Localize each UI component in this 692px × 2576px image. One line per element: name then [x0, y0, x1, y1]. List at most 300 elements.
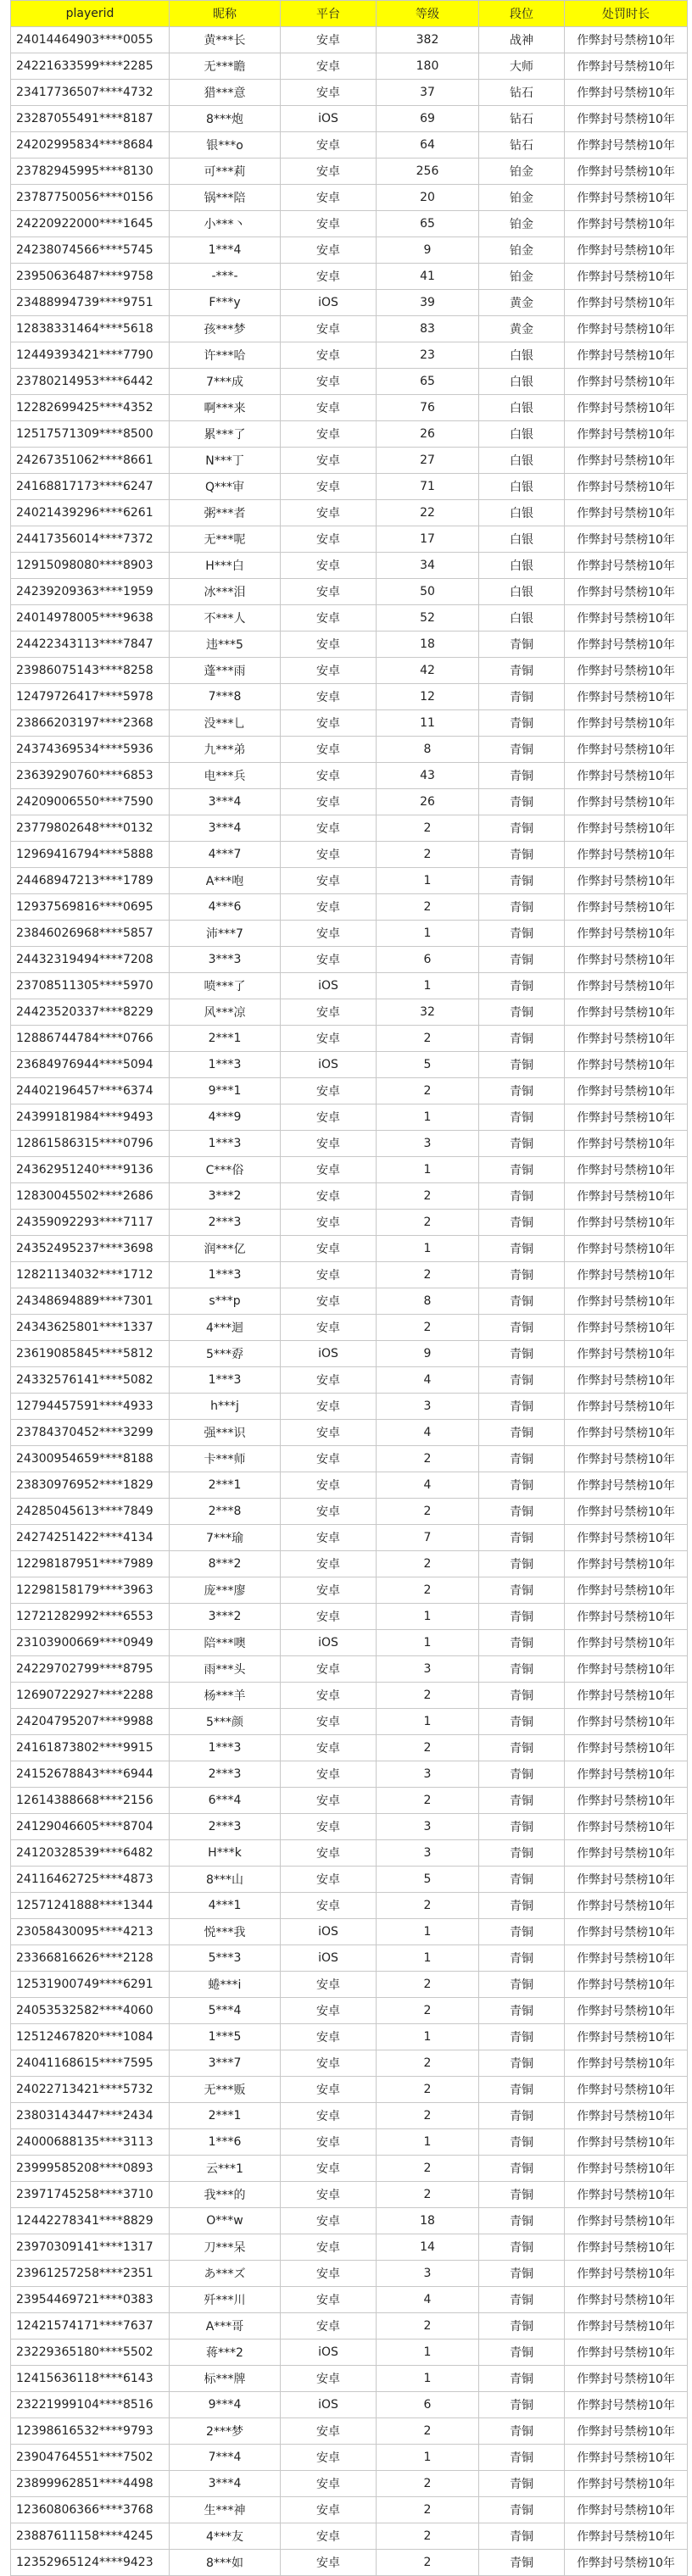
cell-rank: 青铜 — [479, 2208, 565, 2234]
table-row — [11, 2313, 688, 2340]
cell-rank: 青铜 — [479, 1972, 565, 1998]
cell-level: 2 — [377, 1183, 479, 1210]
cell-nickname: 4***9 — [170, 1104, 281, 1131]
cell-playerid: 12421574171****7637 — [11, 2313, 170, 2340]
table-row — [11, 579, 688, 605]
table-row — [11, 1945, 688, 1972]
cell-level: 2 — [377, 1446, 479, 1472]
cell-rank: 铂金 — [479, 264, 565, 290]
cell-penalty: 作弊封号禁榜10年 — [565, 2313, 688, 2340]
cell-level: 2 — [377, 894, 479, 921]
cell-nickname: 蜷***i — [170, 1972, 281, 1998]
cell-playerid: 23846026968****5857 — [11, 921, 170, 947]
cell-nickname: 9***1 — [170, 1078, 281, 1104]
cell-rank: 白银 — [479, 448, 565, 474]
cell-level: 2 — [377, 2550, 479, 2576]
cell-platform: 安卓 — [281, 2050, 377, 2077]
cell-playerid: 12794457591****4933 — [11, 1394, 170, 1420]
header-rank: 段位 — [479, 1, 565, 27]
table-row — [11, 27, 688, 53]
table-row — [11, 1972, 688, 1998]
cell-level: 41 — [377, 264, 479, 290]
cell-nickname: 2***8 — [170, 1499, 281, 1525]
cell-playerid: 24422343113****7847 — [11, 631, 170, 658]
cell-nickname: 小***丶 — [170, 211, 281, 237]
cell-platform: 安卓 — [281, 999, 377, 1026]
cell-level: 42 — [377, 658, 479, 684]
cell-nickname: 杨***羊 — [170, 1683, 281, 1709]
cell-rank: 青铜 — [479, 789, 565, 815]
cell-rank: 白银 — [479, 553, 565, 579]
cell-rank: 青铜 — [479, 658, 565, 684]
cell-penalty: 作弊封号禁榜10年 — [565, 868, 688, 894]
table-row — [11, 1683, 688, 1709]
cell-nickname: 1***3 — [170, 1367, 281, 1394]
cell-nickname: 3***2 — [170, 1183, 281, 1210]
table-row — [11, 132, 688, 159]
cell-rank: 青铜 — [479, 1683, 565, 1709]
cell-level: 2 — [377, 2471, 479, 2497]
cell-rank: 青铜 — [479, 1078, 565, 1104]
cell-playerid: 24374369534****5936 — [11, 737, 170, 763]
cell-playerid: 12838331464****5618 — [11, 316, 170, 342]
cell-penalty: 作弊封号禁榜10年 — [565, 1577, 688, 1604]
cell-nickname: 刀***呆 — [170, 2234, 281, 2261]
cell-level: 12 — [377, 684, 479, 710]
cell-platform: 安卓 — [281, 1078, 377, 1104]
table-row — [11, 2445, 688, 2471]
cell-nickname: 2***1 — [170, 2103, 281, 2129]
cell-penalty: 作弊封号禁榜10年 — [565, 1315, 688, 1341]
cell-playerid: 23639290760****6853 — [11, 763, 170, 789]
cell-penalty: 作弊封号禁榜10年 — [565, 526, 688, 553]
cell-nickname: 7***瑜 — [170, 1525, 281, 1551]
cell-platform: 安卓 — [281, 27, 377, 53]
table-row — [11, 1210, 688, 1236]
cell-level: 20 — [377, 185, 479, 211]
cell-platform: 安卓 — [281, 500, 377, 526]
cell-level: 23 — [377, 342, 479, 369]
cell-platform: 安卓 — [281, 947, 377, 973]
cell-playerid: 24204795207****9988 — [11, 1709, 170, 1735]
cell-playerid: 23103900669****0949 — [11, 1630, 170, 1656]
cell-level: 76 — [377, 395, 479, 421]
cell-playerid: 24362951240****9136 — [11, 1157, 170, 1183]
cell-nickname: H***白 — [170, 553, 281, 579]
cell-level: 3 — [377, 1840, 479, 1867]
cell-playerid: 12360806366****3768 — [11, 2497, 170, 2523]
cell-penalty: 作弊封号禁榜10年 — [565, 500, 688, 526]
table-row — [11, 2340, 688, 2366]
cell-platform: 安卓 — [281, 2550, 377, 2576]
cell-rank: 青铜 — [479, 737, 565, 763]
table-row — [11, 185, 688, 211]
cell-level: 3 — [377, 1131, 479, 1157]
cell-nickname: 锅***陪 — [170, 185, 281, 211]
cell-nickname: 沛***7 — [170, 921, 281, 947]
cell-platform: 安卓 — [281, 316, 377, 342]
cell-platform: 安卓 — [281, 2129, 377, 2156]
table-row — [11, 316, 688, 342]
cell-level: 2 — [377, 1788, 479, 1814]
cell-penalty: 作弊封号禁榜10年 — [565, 2077, 688, 2103]
cell-level: 2 — [377, 1683, 479, 1709]
table-row — [11, 1840, 688, 1867]
cell-penalty: 作弊封号禁榜10年 — [565, 2471, 688, 2497]
table-row — [11, 658, 688, 684]
table-row — [11, 1367, 688, 1394]
cell-nickname: 1***5 — [170, 2024, 281, 2050]
cell-level: 1 — [377, 973, 479, 999]
cell-rank: 青铜 — [479, 2129, 565, 2156]
cell-platform: 安卓 — [281, 1761, 377, 1788]
cell-rank: 黄金 — [479, 290, 565, 316]
cell-penalty: 作弊封号禁榜10年 — [565, 842, 688, 868]
cell-level: 2 — [377, 1210, 479, 1236]
cell-nickname: 歼***川 — [170, 2287, 281, 2313]
cell-level: 65 — [377, 369, 479, 395]
table-row — [11, 1551, 688, 1577]
cell-level: 83 — [377, 316, 479, 342]
cell-penalty: 作弊封号禁榜10年 — [565, 1078, 688, 1104]
cell-platform: 安卓 — [281, 1788, 377, 1814]
cell-playerid: 23366816626****2128 — [11, 1945, 170, 1972]
cell-penalty: 作弊封号禁榜10年 — [565, 1735, 688, 1761]
cell-playerid: 12512467820****1084 — [11, 2024, 170, 2050]
cell-penalty: 作弊封号禁榜10年 — [565, 2208, 688, 2234]
cell-penalty: 作弊封号禁榜10年 — [565, 237, 688, 264]
table-row — [11, 290, 688, 316]
cell-rank: 青铜 — [479, 1420, 565, 1446]
cell-playerid: 23830976952****1829 — [11, 1472, 170, 1499]
table-row — [11, 1394, 688, 1420]
cell-playerid: 23787750056****0156 — [11, 185, 170, 211]
cell-nickname: 蓬***雨 — [170, 658, 281, 684]
cell-rank: 青铜 — [479, 2182, 565, 2208]
cell-playerid: 12721282992****6553 — [11, 1604, 170, 1630]
cell-playerid: 12830045502****2686 — [11, 1183, 170, 1210]
table-row — [11, 737, 688, 763]
cell-level: 382 — [377, 27, 479, 53]
cell-level: 3 — [377, 1394, 479, 1420]
cell-platform: 安卓 — [281, 2471, 377, 2497]
cell-playerid: 12821134032****1712 — [11, 1262, 170, 1288]
cell-penalty: 作弊封号禁榜10年 — [565, 316, 688, 342]
cell-level: 3 — [377, 2261, 479, 2287]
cell-penalty: 作弊封号禁榜10年 — [565, 605, 688, 631]
cell-nickname: 5***3 — [170, 1945, 281, 1972]
cell-rank: 青铜 — [479, 2156, 565, 2182]
cell-nickname: 许***哈 — [170, 342, 281, 369]
cell-platform: 安卓 — [281, 763, 377, 789]
cell-level: 256 — [377, 159, 479, 185]
cell-rank: 铂金 — [479, 159, 565, 185]
cell-rank: 青铜 — [479, 894, 565, 921]
cell-penalty: 作弊封号禁榜10年 — [565, 1367, 688, 1394]
cell-playerid: 24021439296****6261 — [11, 500, 170, 526]
cell-nickname: 2***3 — [170, 1210, 281, 1236]
cell-penalty: 作弊封号禁榜10年 — [565, 894, 688, 921]
cell-platform: 安卓 — [281, 553, 377, 579]
cell-rank: 青铜 — [479, 1525, 565, 1551]
cell-level: 1 — [377, 2024, 479, 2050]
table-row — [11, 1157, 688, 1183]
cell-platform: 安卓 — [281, 395, 377, 421]
cell-penalty: 作弊封号禁榜10年 — [565, 1026, 688, 1052]
cell-penalty: 作弊封号禁榜10年 — [565, 342, 688, 369]
cell-playerid: 24120328539****6482 — [11, 1840, 170, 1867]
cell-level: 2 — [377, 1998, 479, 2024]
cell-level: 50 — [377, 579, 479, 605]
cell-playerid: 24238074566****5745 — [11, 237, 170, 264]
cell-nickname: 不***人 — [170, 605, 281, 631]
table-row — [11, 894, 688, 921]
cell-penalty: 作弊封号禁榜10年 — [565, 1525, 688, 1551]
cell-playerid: 12449393421****7790 — [11, 342, 170, 369]
cell-nickname: A***哥 — [170, 2313, 281, 2340]
table-row — [11, 842, 688, 868]
cell-rank: 青铜 — [479, 1551, 565, 1577]
cell-nickname: 我***的 — [170, 2182, 281, 2208]
cell-nickname: 2***梦 — [170, 2418, 281, 2445]
cell-playerid: 12352965124****9423 — [11, 2550, 170, 2576]
table-row — [11, 1656, 688, 1683]
cell-level: 2 — [377, 2418, 479, 2445]
table-row — [11, 2156, 688, 2182]
cell-rank: 青铜 — [479, 2024, 565, 2050]
cell-level: 2 — [377, 1026, 479, 1052]
cell-level: 3 — [377, 1761, 479, 1788]
cell-penalty: 作弊封号禁榜10年 — [565, 973, 688, 999]
table-row — [11, 1867, 688, 1893]
cell-nickname: 2***3 — [170, 1761, 281, 1788]
cell-platform: iOS — [281, 290, 377, 316]
cell-playerid: 24267351062****8661 — [11, 448, 170, 474]
table-row — [11, 605, 688, 631]
cell-rank: 青铜 — [479, 1446, 565, 1472]
cell-playerid: 24209006550****7590 — [11, 789, 170, 815]
cell-playerid: 23887611158****4245 — [11, 2523, 170, 2550]
table-row — [11, 999, 688, 1026]
header-row — [11, 1, 688, 27]
header-nickname: 昵称 — [170, 1, 281, 27]
cell-penalty: 作弊封号禁榜10年 — [565, 1998, 688, 2024]
cell-penalty: 作弊封号禁榜10年 — [565, 789, 688, 815]
cell-playerid: 24014464903****0055 — [11, 27, 170, 53]
cell-penalty: 作弊封号禁榜10年 — [565, 1551, 688, 1577]
cell-penalty: 作弊封号禁榜10年 — [565, 2445, 688, 2471]
table-row — [11, 1341, 688, 1367]
cell-level: 9 — [377, 237, 479, 264]
cell-platform: 安卓 — [281, 2497, 377, 2523]
cell-level: 1 — [377, 1945, 479, 1972]
cell-nickname: 3***4 — [170, 789, 281, 815]
cell-rank: 青铜 — [479, 815, 565, 842]
table-row — [11, 2392, 688, 2418]
cell-platform: 安卓 — [281, 342, 377, 369]
table-row — [11, 2366, 688, 2392]
cell-penalty: 作弊封号禁榜10年 — [565, 1867, 688, 1893]
cell-playerid: 24022713421****5732 — [11, 2077, 170, 2103]
cell-nickname: 蒋***2 — [170, 2340, 281, 2366]
cell-platform: 安卓 — [281, 2024, 377, 2050]
cell-level: 39 — [377, 290, 479, 316]
header-penalty: 处罚时长 — [565, 1, 688, 27]
table-row — [11, 53, 688, 80]
cell-nickname: 4***6 — [170, 894, 281, 921]
cell-platform: iOS — [281, 2392, 377, 2418]
header-playerid: playerid — [11, 1, 170, 27]
cell-platform: 安卓 — [281, 1577, 377, 1604]
cell-nickname: 6***4 — [170, 1788, 281, 1814]
table-row — [11, 631, 688, 658]
cell-penalty: 作弊封号禁榜10年 — [565, 658, 688, 684]
table-row — [11, 1814, 688, 1840]
cell-level: 69 — [377, 106, 479, 132]
cell-playerid: 24423520337****8229 — [11, 999, 170, 1026]
cell-playerid: 24432319494****7208 — [11, 947, 170, 973]
header-platform: 平台 — [281, 1, 377, 27]
cell-level: 17 — [377, 526, 479, 553]
cell-penalty: 作弊封号禁榜10年 — [565, 684, 688, 710]
table-row — [11, 2050, 688, 2077]
cell-penalty: 作弊封号禁榜10年 — [565, 2024, 688, 2050]
cell-nickname: 无***贩 — [170, 2077, 281, 2103]
cell-level: 2 — [377, 2077, 479, 2103]
cell-platform: 安卓 — [281, 448, 377, 474]
cell-penalty: 作弊封号禁榜10年 — [565, 2103, 688, 2129]
cell-rank: 钻石 — [479, 80, 565, 106]
cell-playerid: 12861586315****0796 — [11, 1131, 170, 1157]
cell-rank: 青铜 — [479, 1157, 565, 1183]
cell-level: 1 — [377, 2445, 479, 2471]
cell-playerid: 12915098080****8903 — [11, 553, 170, 579]
cell-platform: 安卓 — [281, 1262, 377, 1288]
cell-rank: 青铜 — [479, 921, 565, 947]
cell-platform: iOS — [281, 2340, 377, 2366]
table-row — [11, 2103, 688, 2129]
cell-level: 1 — [377, 868, 479, 894]
cell-penalty: 作弊封号禁榜10年 — [565, 80, 688, 106]
cell-penalty: 作弊封号禁榜10年 — [565, 1472, 688, 1499]
cell-level: 52 — [377, 605, 479, 631]
cell-nickname: 2***3 — [170, 1814, 281, 1840]
cell-rank: 青铜 — [479, 1472, 565, 1499]
cell-rank: 青铜 — [479, 868, 565, 894]
cell-rank: 钻石 — [479, 132, 565, 159]
cell-platform: 安卓 — [281, 1683, 377, 1709]
cell-level: 5 — [377, 1052, 479, 1078]
cell-nickname: 4***7 — [170, 842, 281, 868]
cell-level: 5 — [377, 1867, 479, 1893]
cell-penalty: 作弊封号禁榜10年 — [565, 2156, 688, 2182]
cell-nickname: 8***2 — [170, 1551, 281, 1577]
table-row — [11, 1893, 688, 1919]
cell-playerid: 12517571309****8500 — [11, 421, 170, 448]
cell-rank: 青铜 — [479, 1709, 565, 1735]
cell-penalty: 作弊封号禁榜10年 — [565, 763, 688, 789]
cell-level: 6 — [377, 2392, 479, 2418]
cell-nickname: 生***神 — [170, 2497, 281, 2523]
cell-platform: 安卓 — [281, 185, 377, 211]
cell-rank: 青铜 — [479, 1945, 565, 1972]
ban-list-table — [10, 0, 688, 2576]
cell-platform: 安卓 — [281, 1446, 377, 1472]
cell-penalty: 作弊封号禁榜10年 — [565, 2523, 688, 2550]
cell-penalty: 作弊封号禁榜10年 — [565, 1131, 688, 1157]
cell-playerid: 23961257258****2351 — [11, 2261, 170, 2287]
cell-nickname: O***w — [170, 2208, 281, 2234]
table-row — [11, 448, 688, 474]
cell-nickname: 3***4 — [170, 815, 281, 842]
cell-platform: 安卓 — [281, 2103, 377, 2129]
cell-rank: 青铜 — [479, 1288, 565, 1315]
cell-platform: 安卓 — [281, 1104, 377, 1131]
cell-nickname: -***- — [170, 264, 281, 290]
cell-playerid: 23779802648****0132 — [11, 815, 170, 842]
cell-playerid: 23229365180****5502 — [11, 2340, 170, 2366]
cell-platform: 安卓 — [281, 1972, 377, 1998]
cell-rank: 青铜 — [479, 842, 565, 868]
cell-nickname: 7***成 — [170, 369, 281, 395]
cell-playerid: 24468947213****1789 — [11, 868, 170, 894]
cell-platform: 安卓 — [281, 369, 377, 395]
cell-platform: 安卓 — [281, 1026, 377, 1052]
cell-platform: 安卓 — [281, 868, 377, 894]
cell-penalty: 作弊封号禁榜10年 — [565, 1709, 688, 1735]
cell-platform: 安卓 — [281, 2261, 377, 2287]
cell-level: 2 — [377, 1551, 479, 1577]
cell-playerid: 24152678843****6944 — [11, 1761, 170, 1788]
cell-platform: 安卓 — [281, 2313, 377, 2340]
cell-level: 8 — [377, 1288, 479, 1315]
cell-level: 1 — [377, 2340, 479, 2366]
table-row — [11, 2471, 688, 2497]
table-row — [11, 264, 688, 290]
cell-rank: 白银 — [479, 526, 565, 553]
cell-nickname: 8***如 — [170, 2550, 281, 2576]
cell-penalty: 作弊封号禁榜10年 — [565, 2129, 688, 2156]
cell-playerid: 23221999104****8516 — [11, 2392, 170, 2418]
cell-level: 37 — [377, 80, 479, 106]
cell-level: 4 — [377, 1472, 479, 1499]
cell-platform: 安卓 — [281, 579, 377, 605]
table-row — [11, 421, 688, 448]
cell-playerid: 12479726417****5978 — [11, 684, 170, 710]
cell-rank: 青铜 — [479, 2340, 565, 2366]
cell-level: 2 — [377, 2497, 479, 2523]
table-row — [11, 1183, 688, 1210]
cell-penalty: 作弊封号禁榜10年 — [565, 369, 688, 395]
cell-level: 1 — [377, 1919, 479, 1945]
table-row — [11, 2129, 688, 2156]
cell-nickname: 粥***者 — [170, 500, 281, 526]
cell-nickname: 无***呢 — [170, 526, 281, 553]
cell-rank: 青铜 — [479, 1262, 565, 1288]
table-row — [11, 1131, 688, 1157]
cell-penalty: 作弊封号禁榜10年 — [565, 1157, 688, 1183]
table-row — [11, 973, 688, 999]
cell-penalty: 作弊封号禁榜10年 — [565, 264, 688, 290]
table-row — [11, 211, 688, 237]
cell-penalty: 作弊封号禁榜10年 — [565, 2392, 688, 2418]
table-row — [11, 342, 688, 369]
cell-level: 1 — [377, 2366, 479, 2392]
cell-level: 2 — [377, 2103, 479, 2129]
cell-rank: 青铜 — [479, 1052, 565, 1078]
cell-playerid: 24202995834****8684 — [11, 132, 170, 159]
table-row — [11, 500, 688, 526]
